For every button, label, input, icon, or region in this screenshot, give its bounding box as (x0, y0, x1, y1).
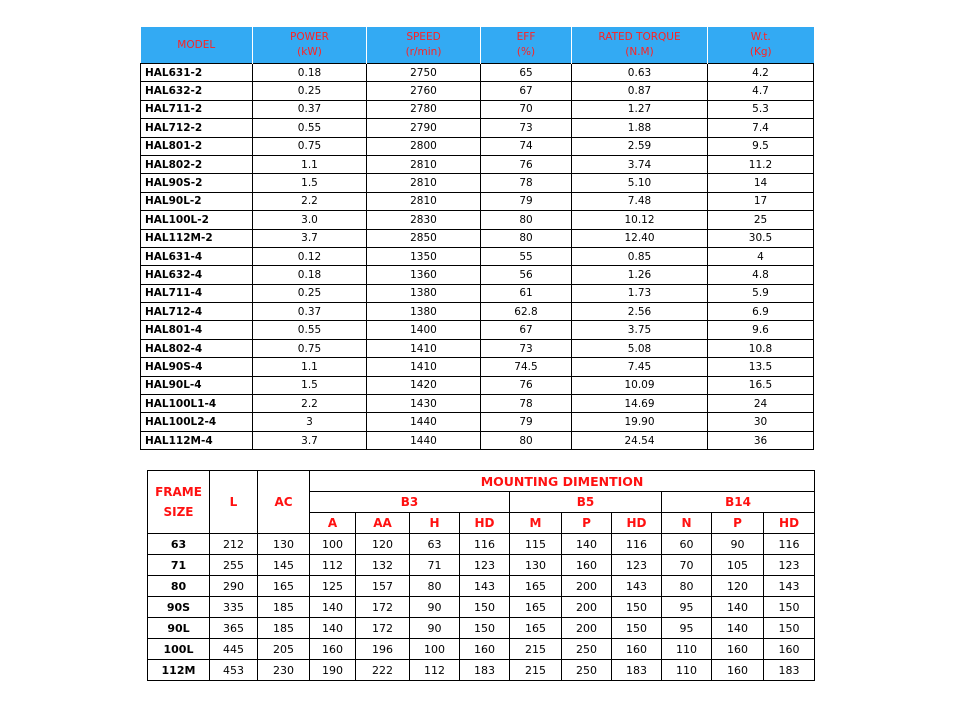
header-model: MODEL (141, 27, 253, 64)
dimension-cell: 250 (562, 639, 612, 660)
model-cell: HAL112M-2 (141, 229, 253, 247)
dimension-cell: 123 (460, 555, 510, 576)
dimension-cell: 200 (562, 618, 612, 639)
dimension-cell: 183 (460, 660, 510, 681)
spec-cell: 78 (481, 174, 572, 192)
spec-cell: 1380 (367, 303, 481, 321)
spec-cell: 24.54 (572, 431, 708, 449)
dimension-table-row (148, 618, 815, 639)
spec-table-row (141, 64, 814, 82)
model-cell: HAL801-4 (141, 321, 253, 339)
spec-cell: 65 (481, 64, 572, 82)
dimension-cell: 105 (712, 555, 764, 576)
frame-size-cell: 71 (148, 555, 210, 576)
dimension-cell: 365 (210, 618, 258, 639)
spec-cell: 0.18 (253, 266, 367, 284)
model-cell: HAL632-4 (141, 266, 253, 284)
model-cell: HAL801-2 (141, 137, 253, 155)
spec-cell: 70 (481, 100, 572, 118)
dimension-cell: 145 (258, 555, 310, 576)
spec-cell: 1.27 (572, 100, 708, 118)
dimension-cell: 160 (712, 660, 764, 681)
subheader-hd-b5: HD (612, 513, 662, 534)
dimension-cell: 157 (356, 576, 410, 597)
model-cell: HAL100L1-4 (141, 395, 253, 413)
model-cell: HAL100L2-4 (141, 413, 253, 431)
spec-cell: 19.90 (572, 413, 708, 431)
frame-size-cell: 112M (148, 660, 210, 681)
dimension-cell: 110 (662, 639, 712, 660)
dimension-cell: 150 (764, 597, 815, 618)
spec-cell: 80 (481, 431, 572, 449)
spec-table-row (141, 284, 814, 302)
dimension-cell: 160 (460, 639, 510, 660)
dimension-cell: 123 (764, 555, 815, 576)
dimension-cell: 60 (662, 534, 712, 555)
spec-table-row (141, 100, 814, 118)
dimension-cell: 183 (764, 660, 815, 681)
dimension-table-row (148, 660, 815, 681)
spec-cell: 56 (481, 266, 572, 284)
spec-cell: 1430 (367, 395, 481, 413)
spec-table-row (141, 137, 814, 155)
dimension-cell: 112 (310, 555, 356, 576)
model-cell: HAL90S-4 (141, 358, 253, 376)
dimension-cell: 290 (210, 576, 258, 597)
spec-cell: 74.5 (481, 358, 572, 376)
dimension-cell: 112 (410, 660, 460, 681)
spec-cell: 10.09 (572, 376, 708, 394)
dimension-cell: 160 (612, 639, 662, 660)
dimension-table-row (148, 534, 815, 555)
header-frame-size: FRAME SIZE (148, 471, 210, 534)
spec-cell: 67 (481, 82, 572, 100)
spec-cell: 80 (481, 229, 572, 247)
spec-cell: 5.08 (572, 339, 708, 357)
dimension-cell: 140 (712, 618, 764, 639)
dimension-cell: 160 (562, 555, 612, 576)
dimension-cell: 150 (612, 597, 662, 618)
dimension-cell: 125 (310, 576, 356, 597)
spec-cell: 74 (481, 137, 572, 155)
spec-cell: 2810 (367, 155, 481, 173)
dimension-header-row-1 (148, 471, 815, 492)
dimension-table-row (148, 576, 815, 597)
spec-cell: 0.37 (253, 303, 367, 321)
spec-cell: 2830 (367, 211, 481, 229)
dimension-cell: 116 (612, 534, 662, 555)
spec-cell: 16.5 (708, 376, 814, 394)
spec-cell: 7.4 (708, 119, 814, 137)
dimension-cell: 140 (712, 597, 764, 618)
dimension-cell: 185 (258, 618, 310, 639)
spec-cell: 10.8 (708, 339, 814, 357)
spec-cell: 1440 (367, 413, 481, 431)
dimension-cell: 140 (310, 597, 356, 618)
dimension-cell: 143 (612, 576, 662, 597)
dimension-cell: 215 (510, 639, 562, 660)
frame-size-cell: 90L (148, 618, 210, 639)
spec-cell: 0.12 (253, 247, 367, 265)
header-rated-torque: RATED TORQUE (N.M) (572, 27, 708, 64)
spec-cell: 0.75 (253, 339, 367, 357)
dimension-cell: 71 (410, 555, 460, 576)
dimension-cell: 140 (562, 534, 612, 555)
spec-cell: 3.74 (572, 155, 708, 173)
dimension-cell: 453 (210, 660, 258, 681)
spec-cell: 4.2 (708, 64, 814, 82)
dimension-cell: 70 (662, 555, 712, 576)
spec-table-row (141, 155, 814, 173)
spec-cell: 30.5 (708, 229, 814, 247)
model-cell: HAL802-2 (141, 155, 253, 173)
spec-cell: 2.56 (572, 303, 708, 321)
dimension-table-row (148, 597, 815, 618)
dimension-cell: 165 (510, 618, 562, 639)
subheader-hd-b3: HD (460, 513, 510, 534)
spec-cell: 9.5 (708, 137, 814, 155)
subheader-hd-b14: HD (764, 513, 815, 534)
header-group-b5: B5 (510, 492, 662, 513)
dimension-cell: 183 (612, 660, 662, 681)
dimension-cell: 205 (258, 639, 310, 660)
spec-table-body (141, 64, 814, 450)
spec-table-row (141, 247, 814, 265)
spec-cell: 3 (253, 413, 367, 431)
spec-table-row (141, 358, 814, 376)
header-power: POWER (kW) (253, 27, 367, 64)
spec-cell: 1.5 (253, 376, 367, 394)
spec-cell: 2.2 (253, 192, 367, 210)
spec-cell: 1440 (367, 431, 481, 449)
dimension-cell: 116 (460, 534, 510, 555)
spec-table-row (141, 431, 814, 449)
spec-cell: 3.7 (253, 431, 367, 449)
dimension-table-row (148, 555, 815, 576)
dimension-cell: 120 (356, 534, 410, 555)
spec-cell: 14 (708, 174, 814, 192)
spec-cell: 1.1 (253, 155, 367, 173)
dimension-cell: 63 (410, 534, 460, 555)
spec-cell: 79 (481, 192, 572, 210)
spec-cell: 61 (481, 284, 572, 302)
dimension-cell: 160 (764, 639, 815, 660)
spec-cell: 73 (481, 339, 572, 357)
header-group-b3: B3 (310, 492, 510, 513)
spec-cell: 2800 (367, 137, 481, 155)
subheader-a: A (310, 513, 356, 534)
spec-cell: 79 (481, 413, 572, 431)
subheader-h: H (410, 513, 460, 534)
spec-cell: 2790 (367, 119, 481, 137)
spec-cell: 0.55 (253, 321, 367, 339)
header-group-b14: B14 (662, 492, 815, 513)
spec-table-row (141, 339, 814, 357)
spec-cell: 2810 (367, 192, 481, 210)
dimension-cell: 143 (764, 576, 815, 597)
dimension-cell: 196 (356, 639, 410, 660)
spec-cell: 3.75 (572, 321, 708, 339)
spec-cell: 55 (481, 247, 572, 265)
spec-cell: 2.2 (253, 395, 367, 413)
dimension-cell: 150 (460, 597, 510, 618)
spec-cell: 12.40 (572, 229, 708, 247)
spec-cell: 1.73 (572, 284, 708, 302)
dimension-cell: 215 (510, 660, 562, 681)
spec-cell: 76 (481, 376, 572, 394)
header-weight: W.t. (Kg) (708, 27, 814, 64)
model-cell: HAL802-4 (141, 339, 253, 357)
frame-size-cell: 90S (148, 597, 210, 618)
spec-cell: 0.25 (253, 82, 367, 100)
model-cell: HAL712-4 (141, 303, 253, 321)
dimension-cell: 80 (662, 576, 712, 597)
spec-cell: 78 (481, 395, 572, 413)
spec-cell: 76 (481, 155, 572, 173)
model-cell: HAL632-2 (141, 82, 253, 100)
model-cell: HAL90L-4 (141, 376, 253, 394)
model-cell: HAL90S-2 (141, 174, 253, 192)
spec-cell: 4.8 (708, 266, 814, 284)
spec-cell: 73 (481, 119, 572, 137)
spec-cell: 0.87 (572, 82, 708, 100)
spec-cell: 2810 (367, 174, 481, 192)
spec-cell: 2750 (367, 64, 481, 82)
subheader-p-b5: P (562, 513, 612, 534)
dimension-cell: 143 (460, 576, 510, 597)
dimension-cell: 90 (410, 618, 460, 639)
header-l: L (210, 471, 258, 534)
dimension-cell: 160 (310, 639, 356, 660)
dimension-cell: 90 (410, 597, 460, 618)
spec-table-row (141, 174, 814, 192)
dimension-cell: 132 (356, 555, 410, 576)
spec-cell: 0.37 (253, 100, 367, 118)
spec-table-row (141, 82, 814, 100)
spec-cell: 0.18 (253, 64, 367, 82)
subheader-n: N (662, 513, 712, 534)
spec-table-row (141, 192, 814, 210)
spec-cell: 5.9 (708, 284, 814, 302)
dimension-cell: 120 (712, 576, 764, 597)
subheader-aa: AA (356, 513, 410, 534)
dimension-cell: 250 (562, 660, 612, 681)
dimension-cell: 165 (510, 597, 562, 618)
spec-cell: 10.12 (572, 211, 708, 229)
model-cell: HAL631-4 (141, 247, 253, 265)
dimension-cell: 165 (258, 576, 310, 597)
spec-cell: 2850 (367, 229, 481, 247)
header-mounting-dimention: MOUNTING DIMENTION (310, 471, 815, 492)
spec-table-row (141, 413, 814, 431)
spec-cell: 2760 (367, 82, 481, 100)
spec-table-row (141, 321, 814, 339)
dimension-cell: 445 (210, 639, 258, 660)
dimension-cell: 172 (356, 618, 410, 639)
header-speed: SPEED (r/min) (367, 27, 481, 64)
spec-cell: 11.2 (708, 155, 814, 173)
dimension-table-body (148, 534, 815, 681)
model-cell: HAL712-2 (141, 119, 253, 137)
spec-table-row (141, 266, 814, 284)
dimension-cell: 335 (210, 597, 258, 618)
spec-table-row (141, 376, 814, 394)
spec-cell: 36 (708, 431, 814, 449)
dimension-cell: 130 (510, 555, 562, 576)
spec-cell: 17 (708, 192, 814, 210)
model-cell: HAL100L-2 (141, 211, 253, 229)
spec-cell: 4.7 (708, 82, 814, 100)
spec-table-row (141, 119, 814, 137)
spec-cell: 2.59 (572, 137, 708, 155)
spec-cell: 3.0 (253, 211, 367, 229)
spec-header-row (141, 27, 814, 64)
header-ac: AC (258, 471, 310, 534)
spec-cell: 14.69 (572, 395, 708, 413)
dimension-cell: 150 (612, 618, 662, 639)
spec-cell: 5.3 (708, 100, 814, 118)
dimension-cell: 90 (712, 534, 764, 555)
dimension-cell: 212 (210, 534, 258, 555)
spec-cell: 1.88 (572, 119, 708, 137)
spec-cell: 62.8 (481, 303, 572, 321)
spec-cell: 30 (708, 413, 814, 431)
subheader-m: M (510, 513, 562, 534)
dimension-cell: 200 (562, 597, 612, 618)
model-cell: HAL711-2 (141, 100, 253, 118)
spec-cell: 1410 (367, 339, 481, 357)
spec-cell: 1350 (367, 247, 481, 265)
dimension-cell: 95 (662, 618, 712, 639)
dimension-cell: 255 (210, 555, 258, 576)
spec-cell: 1.5 (253, 174, 367, 192)
dimension-cell: 222 (356, 660, 410, 681)
spec-cell: 1360 (367, 266, 481, 284)
dimension-cell: 165 (510, 576, 562, 597)
dimension-cell: 140 (310, 618, 356, 639)
subheader-p-b14: P (712, 513, 764, 534)
spec-table-row (141, 211, 814, 229)
model-cell: HAL631-2 (141, 64, 253, 82)
frame-size-cell: 63 (148, 534, 210, 555)
dimension-cell: 185 (258, 597, 310, 618)
dimension-cell: 95 (662, 597, 712, 618)
dimension-cell: 116 (764, 534, 815, 555)
mounting-dimension-table (147, 470, 815, 681)
spec-cell: 0.75 (253, 137, 367, 155)
dimension-cell: 100 (410, 639, 460, 660)
dimension-cell: 80 (410, 576, 460, 597)
spec-cell: 6.9 (708, 303, 814, 321)
spec-cell: 0.85 (572, 247, 708, 265)
spec-cell: 1410 (367, 358, 481, 376)
dimension-cell: 200 (562, 576, 612, 597)
dimension-cell: 100 (310, 534, 356, 555)
dimension-cell: 190 (310, 660, 356, 681)
spec-cell: 4 (708, 247, 814, 265)
model-cell: HAL90L-2 (141, 192, 253, 210)
dimension-cell: 110 (662, 660, 712, 681)
dimension-cell: 123 (612, 555, 662, 576)
dimension-table-row (148, 639, 815, 660)
model-cell: HAL112M-4 (141, 431, 253, 449)
spec-cell: 80 (481, 211, 572, 229)
dimension-cell: 130 (258, 534, 310, 555)
spec-cell: 13.5 (708, 358, 814, 376)
spec-table-row (141, 395, 814, 413)
dimension-cell: 150 (764, 618, 815, 639)
frame-size-cell: 80 (148, 576, 210, 597)
spec-cell: 67 (481, 321, 572, 339)
spec-cell: 0.25 (253, 284, 367, 302)
spec-cell: 1.1 (253, 358, 367, 376)
spec-cell: 7.45 (572, 358, 708, 376)
spec-cell: 2780 (367, 100, 481, 118)
model-cell: HAL711-4 (141, 284, 253, 302)
spec-cell: 9.6 (708, 321, 814, 339)
spec-table-row (141, 303, 814, 321)
dimension-cell: 172 (356, 597, 410, 618)
spec-cell: 3.7 (253, 229, 367, 247)
spec-cell: 1420 (367, 376, 481, 394)
dimension-cell: 160 (712, 639, 764, 660)
spec-cell: 1400 (367, 321, 481, 339)
spec-cell: 25 (708, 211, 814, 229)
header-eff: EFF (%) (481, 27, 572, 64)
dimension-cell: 115 (510, 534, 562, 555)
spec-cell: 7.48 (572, 192, 708, 210)
spec-cell: 0.55 (253, 119, 367, 137)
spec-table-row (141, 229, 814, 247)
spec-cell: 1380 (367, 284, 481, 302)
motor-spec-table (140, 27, 814, 450)
frame-size-cell: 100L (148, 639, 210, 660)
dimension-cell: 230 (258, 660, 310, 681)
spec-cell: 5.10 (572, 174, 708, 192)
dimension-cell: 150 (460, 618, 510, 639)
spec-cell: 24 (708, 395, 814, 413)
spec-cell: 1.26 (572, 266, 708, 284)
spec-cell: 0.63 (572, 64, 708, 82)
